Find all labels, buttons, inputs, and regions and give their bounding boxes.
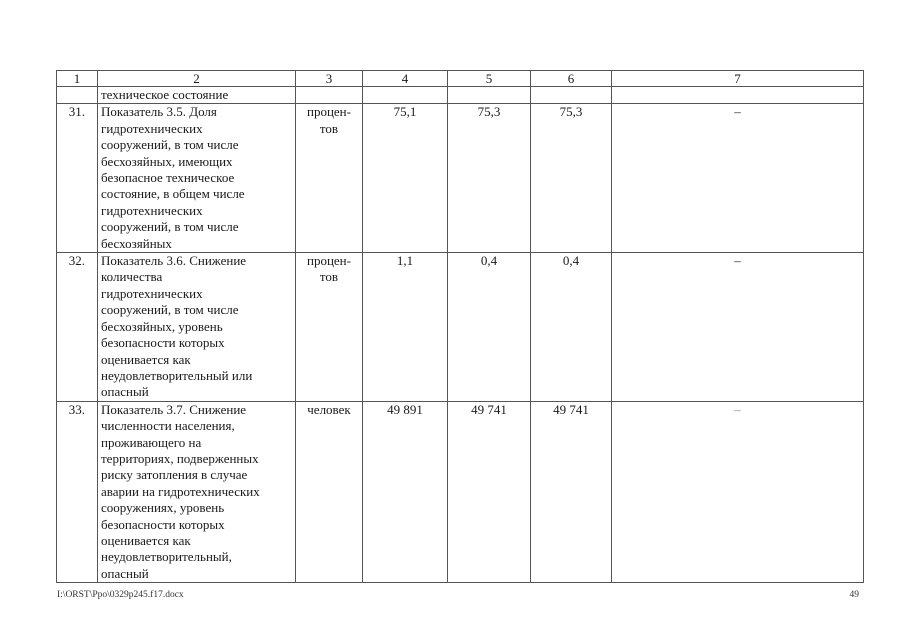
table-row (57, 104, 864, 253)
value-col-7: – (612, 401, 864, 582)
unit: процен- тов (296, 253, 363, 402)
value-col-4: 75,1 (363, 104, 448, 253)
header-cell-1: 1 (57, 71, 98, 87)
row-number: 31. (57, 104, 98, 253)
table-row (57, 253, 864, 402)
value-col-7: – (612, 253, 864, 402)
value-col-5: 49 741 (448, 401, 531, 582)
header-cell-4: 4 (363, 71, 448, 87)
header-cell-3: 3 (296, 71, 363, 87)
value-col-6: 49 741 (531, 401, 612, 582)
value-col-6: 75,3 (531, 104, 612, 253)
header-cell-5: 5 (448, 71, 531, 87)
unit: человек (296, 401, 363, 582)
header-cell-6: 6 (531, 71, 612, 87)
row-number: 33. (57, 401, 98, 582)
header-cell-7: 7 (612, 71, 864, 87)
value-col-4: 49 891 (363, 401, 448, 582)
indicator-name: Показатель 3.5. Доля гидротехнических сооружений, в том числе бесхозяйных, имеющих безопасное техническое состояние, в общем числе гидротехнических сооружений, в том числе бесхозяйных (98, 104, 296, 253)
footer-file-path: I:\ORST\Ppo\0329p245.f17.docx (57, 590, 184, 600)
row-number: 32. (57, 253, 98, 402)
indicators-table (56, 70, 864, 583)
continuation-text: техническое состояние (98, 87, 296, 104)
value-col-5: 0,4 (448, 253, 531, 402)
table-row (57, 401, 864, 582)
page-number: 49 (849, 590, 859, 600)
header-cell-2: 2 (98, 71, 296, 87)
unit: процен- тов (296, 104, 363, 253)
continuation-row (57, 87, 864, 104)
value-col-4: 1,1 (363, 253, 448, 402)
indicator-name: Показатель 3.7. Снижение численности населения, проживающего на территориях, подверженных риску затопления в случае аварии на гидротехнических сооружениях, уровень безопасности которых оценивается как неудовлетворительный, опасный (98, 401, 296, 582)
indicator-name: Показатель 3.6. Снижение количества гидротехнических сооружений, в том числе бесхозяйных, уровень безопасности которых оценивается как неудовлетворительный или опасный (98, 253, 296, 402)
value-col-5: 75,3 (448, 104, 531, 253)
value-col-6: 0,4 (531, 253, 612, 402)
header-row (57, 71, 864, 87)
value-col-7: – (612, 104, 864, 253)
